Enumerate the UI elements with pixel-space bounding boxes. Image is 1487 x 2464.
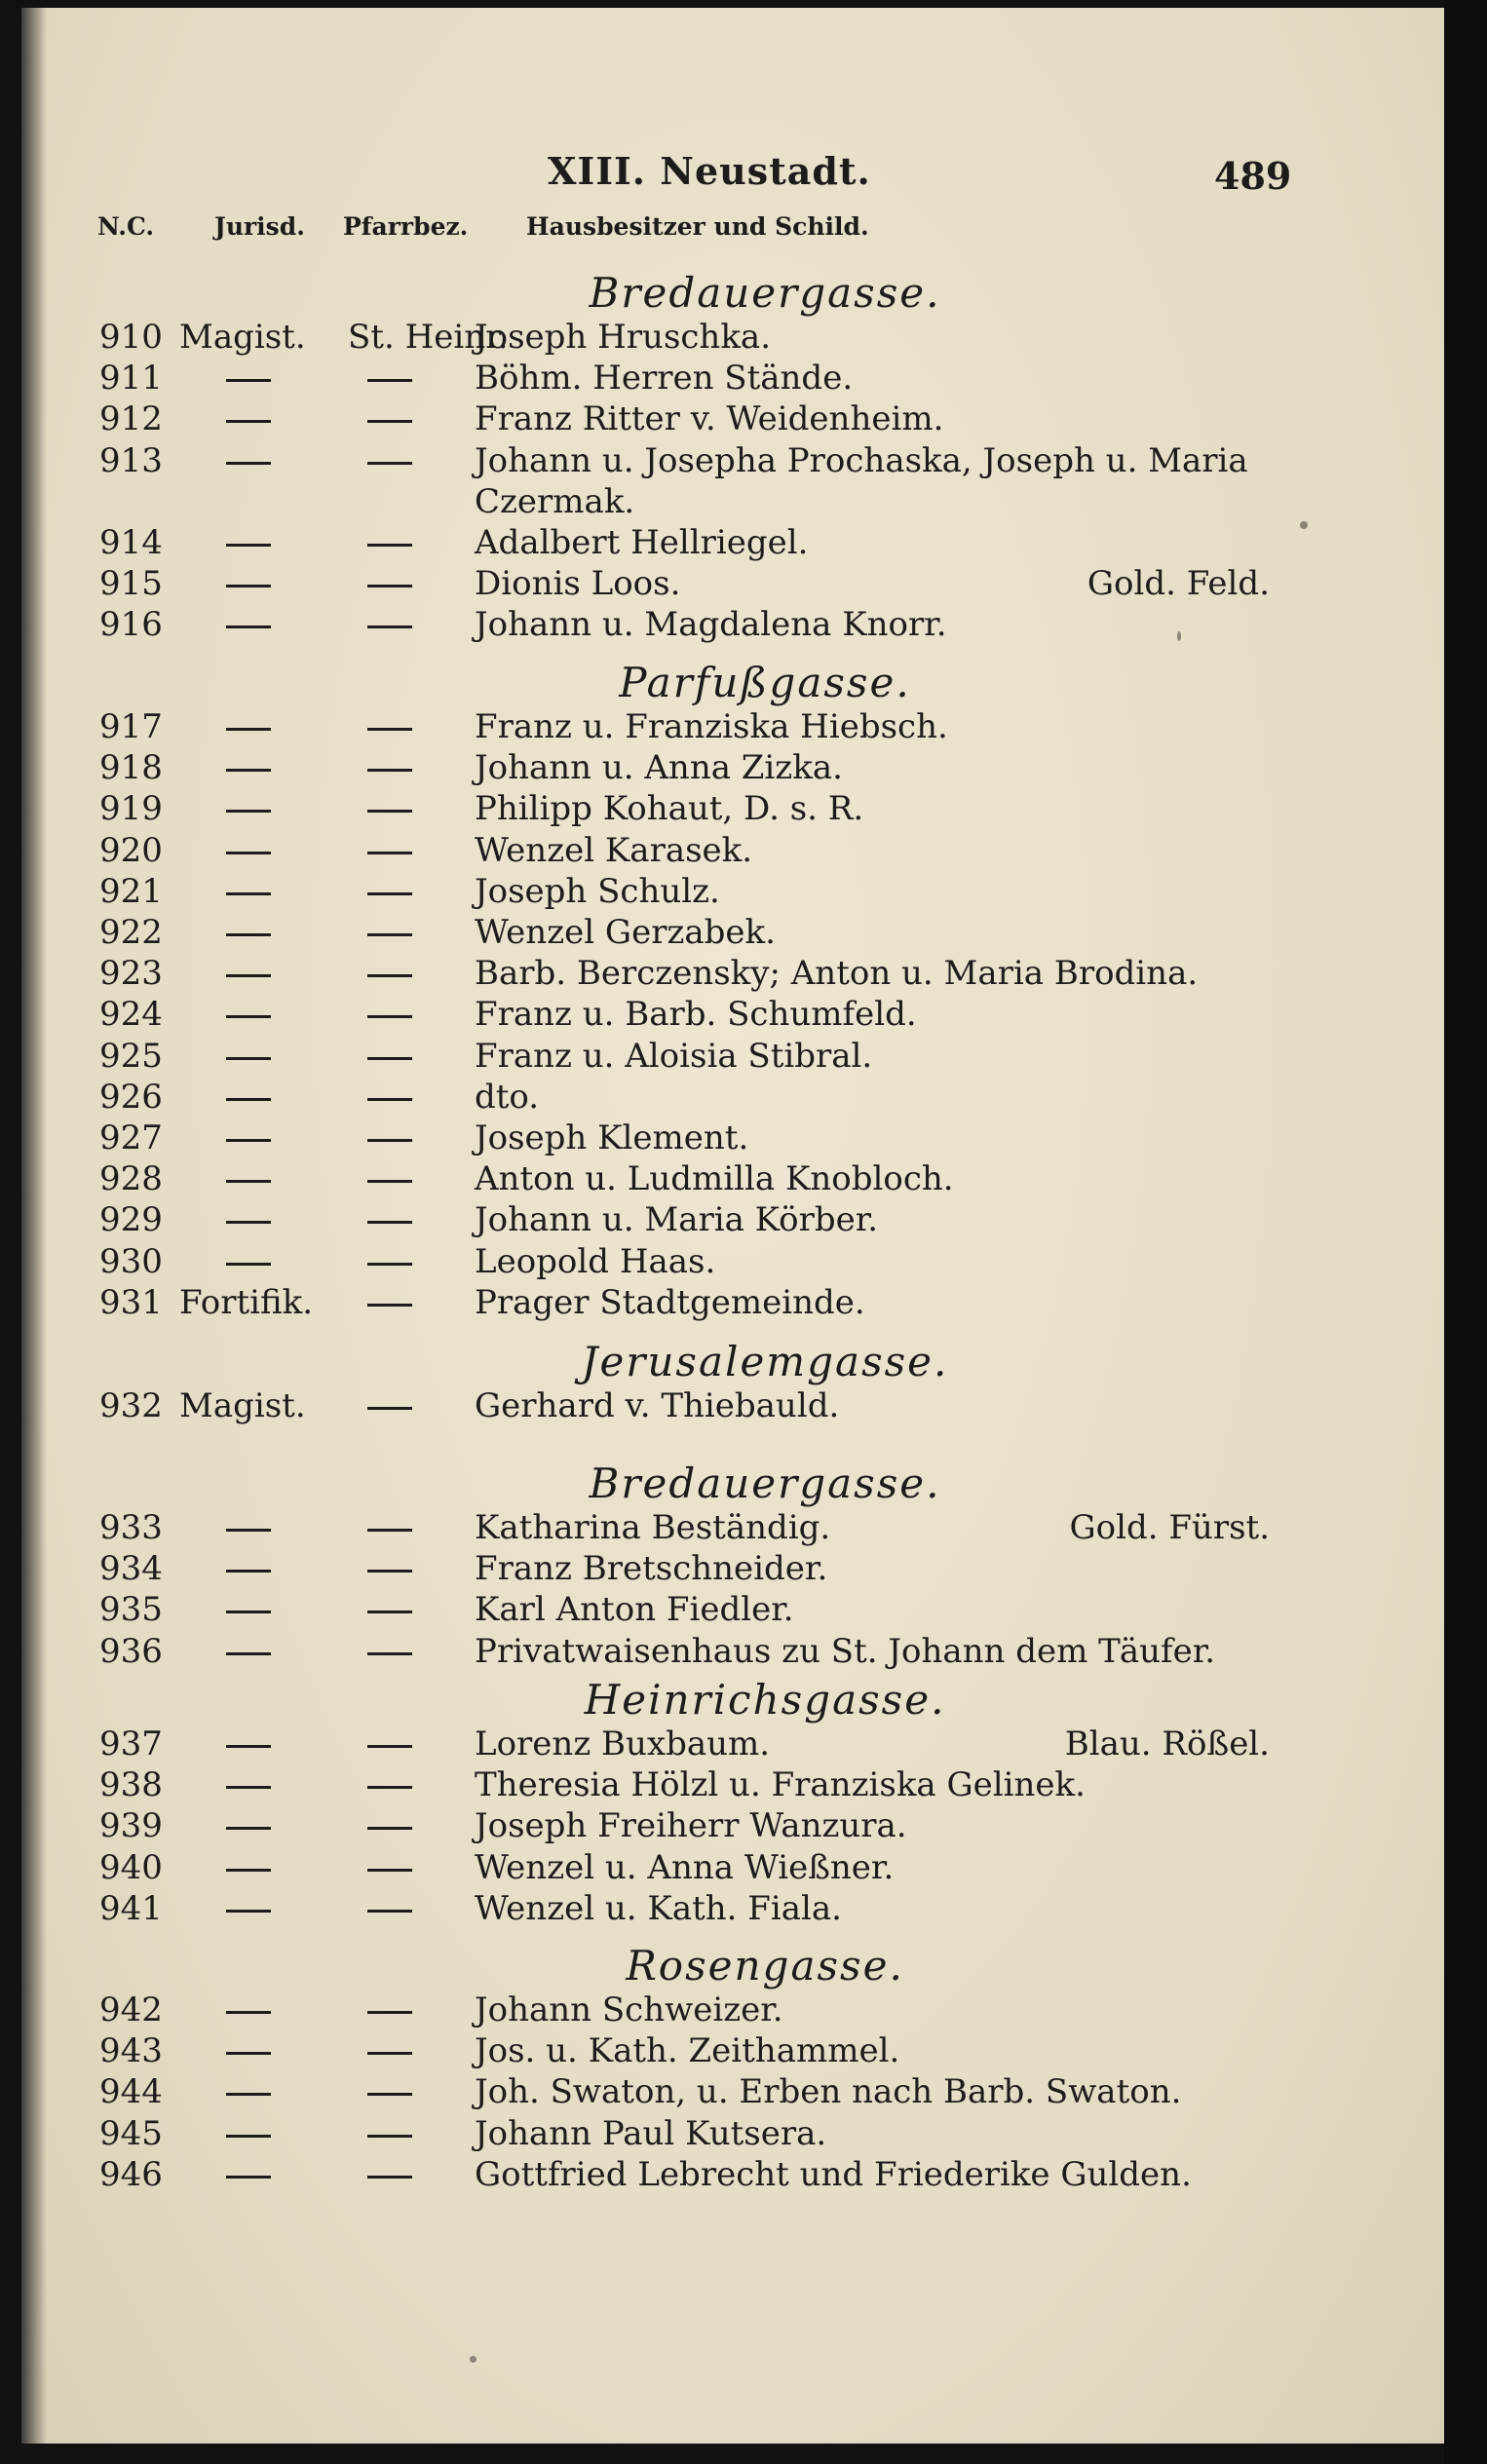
table-row (21, 831, 1487, 872)
house-number: 938 (99, 1765, 163, 1804)
house-number: 910 (99, 318, 163, 357)
ditto-dash (367, 544, 412, 547)
ditto-dash (367, 2135, 412, 2138)
jurisdiction-cell (179, 1242, 335, 1281)
ditto-dash (226, 2093, 271, 2096)
ditto-dash (367, 1015, 412, 1018)
column-header-number: N.C. (97, 212, 155, 241)
jurisdiction-cell: Magist. (179, 318, 306, 357)
ditto-dash (226, 379, 271, 382)
jurisdiction-cell (179, 1765, 335, 1804)
jurisdiction-cell (179, 831, 335, 870)
ditto-dash (367, 1827, 412, 1830)
house-number: 917 (99, 707, 163, 746)
ditto-dash (367, 585, 412, 588)
jurisdiction-cell (179, 1078, 335, 1117)
paper-speck (470, 2356, 477, 2363)
table-row (21, 995, 1487, 1036)
house-number: 922 (99, 913, 163, 952)
jurisdiction-cell (179, 1200, 335, 1239)
house-number: 943 (99, 2031, 163, 2070)
parish-cell (348, 913, 445, 952)
owner-name: Gottfried Lebrecht und Friederike Gulden. (475, 2155, 1192, 2194)
table-row (21, 2114, 1487, 2155)
jurisdiction-cell (179, 1037, 335, 1076)
parish-cell (348, 2114, 445, 2153)
ditto-dash (226, 1910, 271, 1913)
owner-name: Wenzel u. Kath. Fiala. (475, 1889, 842, 1928)
parish-cell (348, 954, 445, 993)
table-row (21, 399, 1487, 440)
table-row (21, 1386, 1487, 1427)
ditto-dash (367, 1304, 412, 1307)
ditto-dash (367, 1098, 412, 1101)
ditto-dash (367, 933, 412, 936)
ditto-dash (226, 852, 271, 854)
house-number: 920 (99, 831, 163, 870)
ditto-dash (367, 625, 412, 628)
ditto-dash (367, 892, 412, 895)
parish-cell (348, 995, 445, 1034)
jurisdiction-cell (179, 789, 335, 828)
table-row (21, 954, 1487, 995)
owner-name: dto. (475, 1078, 540, 1117)
house-number: 945 (99, 2114, 163, 2153)
parish-cell (348, 1508, 445, 1547)
ditto-dash (226, 1786, 271, 1789)
ditto-dash (226, 974, 271, 977)
table-row (21, 1508, 1487, 1549)
house-number: 946 (99, 2155, 163, 2194)
house-number: 932 (99, 1386, 163, 1425)
ditto-dash (226, 810, 271, 813)
street-heading: Rosengasse. (626, 1942, 904, 1990)
table-row (21, 872, 1487, 913)
parish-cell (348, 605, 445, 644)
jurisdiction-cell (179, 954, 335, 993)
owner-name: Katharina Beständig. (475, 1508, 831, 1547)
jurisdiction-cell (179, 359, 335, 398)
parish-cell (348, 359, 445, 398)
table-row (21, 2155, 1487, 2196)
owner-name: Böhm. Herren Stände. (475, 359, 854, 398)
ditto-dash (226, 1611, 271, 1613)
binding-gutter (21, 8, 47, 2444)
house-number: 926 (99, 1078, 163, 1117)
jurisdiction-cell (179, 399, 335, 438)
ditto-dash (226, 1263, 271, 1266)
jurisdiction-cell (179, 564, 335, 603)
column-header-jurisdiction: Jurisd. (214, 212, 305, 241)
owner-name: Czermak. (475, 482, 635, 521)
owner-name: Jos. u. Kath. Zeithammel. (475, 2031, 900, 2070)
jurisdiction-cell (179, 748, 335, 787)
street-heading: Jerusalemgasse. (581, 1338, 949, 1385)
ditto-dash (367, 1570, 412, 1573)
owner-name: Franz u. Barb. Schumfeld. (475, 995, 917, 1034)
owner-name: Gerhard v. Thiebauld. (475, 1386, 840, 1425)
parish-cell (348, 1806, 445, 1845)
owner-name: Philipp Kohaut, D. s. R. (475, 789, 864, 828)
page-edge (1444, 0, 1487, 2464)
table-row (21, 2031, 1487, 2072)
parish-cell (348, 1159, 445, 1198)
parish-cell (348, 872, 445, 911)
owner-name: Joh. Swaton, u. Erben nach Barb. Swaton. (475, 2072, 1182, 2111)
owner-name: Joseph Klement. (475, 1118, 749, 1157)
house-number: 929 (99, 1200, 163, 1239)
house-number: 925 (99, 1037, 163, 1076)
page-title: XIII. Neustadt. (548, 149, 871, 193)
parish-cell (348, 1765, 445, 1804)
parish-cell (348, 1037, 445, 1076)
table-row (21, 1037, 1487, 1078)
parish-cell (348, 441, 445, 480)
owner-name: Privatwaisenhaus zu St. Johann dem Täufer. (475, 1632, 1216, 1671)
table-row (21, 1118, 1487, 1159)
house-number: 936 (99, 1632, 163, 1671)
table-row (21, 1242, 1487, 1283)
column-header-parish: Pfarrbez. (343, 212, 469, 241)
parish-cell (348, 1590, 445, 1629)
ditto-dash (226, 2052, 271, 2055)
jurisdiction-cell (179, 441, 335, 480)
owner-name: Joseph Hruschka. (475, 318, 772, 357)
ditto-dash (226, 1015, 271, 1018)
jurisdiction-cell: Fortifik. (179, 1283, 314, 1322)
parish-cell (348, 831, 445, 870)
parish-cell (348, 1242, 445, 1281)
parish-cell (348, 523, 445, 562)
ditto-dash (226, 1652, 271, 1655)
parish-cell (348, 1386, 445, 1425)
jurisdiction-cell (179, 605, 335, 644)
ditto-dash (226, 420, 271, 423)
table-row (21, 1549, 1487, 1590)
owner-name: Franz Ritter v. Weidenheim. (475, 399, 944, 438)
parish-cell (348, 1283, 445, 1322)
ditto-dash (367, 810, 412, 813)
table-row (21, 1159, 1487, 1200)
owner-name: Lorenz Buxbaum. (475, 1725, 771, 1763)
ditto-dash (367, 2011, 412, 2014)
house-number: 913 (99, 441, 163, 480)
jurisdiction-cell (179, 1549, 335, 1588)
ditto-dash (367, 1180, 412, 1183)
jurisdiction-cell (179, 1725, 335, 1763)
house-number: 930 (99, 1242, 163, 1281)
house-number: 916 (99, 605, 163, 644)
house-number: 935 (99, 1590, 163, 1629)
house-number: 939 (99, 1806, 163, 1845)
house-number: 921 (99, 872, 163, 911)
jurisdiction-cell (179, 1590, 335, 1629)
ditto-dash (367, 1529, 412, 1532)
house-number: 928 (99, 1159, 163, 1198)
table-row (21, 1806, 1487, 1847)
parish-cell (348, 1078, 445, 1117)
jurisdiction-cell (179, 1848, 335, 1887)
owner-name: Johann u. Magdalena Knorr. (475, 605, 947, 644)
ditto-dash (226, 462, 271, 465)
jurisdiction-cell (179, 1159, 335, 1198)
house-sign: Gold. Fürst. (1069, 1508, 1270, 1547)
parish-cell (348, 1848, 445, 1887)
jurisdiction-cell (179, 1508, 335, 1547)
table-row (21, 1632, 1487, 1673)
owner-name: Wenzel Gerzabek. (475, 913, 776, 952)
ditto-dash (226, 1057, 271, 1060)
ditto-dash (367, 974, 412, 977)
ditto-dash (226, 1529, 271, 1532)
parish-cell: St. Heinr. (348, 318, 509, 357)
owner-name: Leopold Haas. (475, 1242, 716, 1281)
parish-cell (348, 399, 445, 438)
house-number: 937 (99, 1725, 163, 1763)
ditto-dash (367, 1745, 412, 1748)
parish-cell (348, 1118, 445, 1157)
ditto-dash (226, 1570, 271, 1573)
owner-name: Franz u. Franziska Hiebsch. (475, 707, 948, 746)
ditto-dash (226, 1827, 271, 1830)
owner-name: Johann u. Anna Zizka. (475, 748, 843, 787)
ditto-dash (226, 1139, 271, 1142)
owner-name: Theresia Hölzl u. Franziska Gelinek. (475, 1765, 1086, 1804)
house-number: 942 (99, 1990, 163, 2029)
parish-cell (348, 2072, 445, 2111)
parish-cell (348, 707, 445, 746)
ditto-dash (367, 2176, 412, 2179)
ditto-dash (367, 1263, 412, 1266)
column-headers (21, 212, 1444, 247)
house-number: 919 (99, 789, 163, 828)
parish-cell (348, 1990, 445, 2029)
book-page (21, 8, 1444, 2444)
owner-name: Franz u. Aloisia Stibral. (475, 1037, 873, 1076)
table-row (21, 1725, 1487, 1765)
house-number: 912 (99, 399, 163, 438)
jurisdiction-cell (179, 2072, 335, 2111)
ditto-dash (367, 1221, 412, 1224)
table-row (21, 1590, 1487, 1631)
table-row (21, 1283, 1487, 1324)
house-number: 934 (99, 1549, 163, 1588)
owner-name: Joseph Freiherr Wanzura. (475, 1806, 907, 1845)
ditto-dash (367, 1611, 412, 1613)
owner-name: Barb. Berczensky; Anton u. Maria Brodina. (475, 954, 1199, 993)
house-number: 915 (99, 564, 163, 603)
house-number: 918 (99, 748, 163, 787)
owner-name: Franz Bretschneider. (475, 1549, 828, 1588)
table-row (21, 441, 1487, 482)
ditto-dash (226, 1745, 271, 1748)
ditto-dash (367, 1869, 412, 1872)
ditto-dash (367, 420, 412, 423)
table-row (21, 605, 1487, 646)
jurisdiction-cell (179, 1889, 335, 1928)
house-number: 923 (99, 954, 163, 993)
owner-name: Dionis Loos. (475, 564, 681, 603)
ditto-dash (367, 728, 412, 731)
ditto-dash (226, 933, 271, 936)
jurisdiction-cell: Magist. (179, 1386, 306, 1425)
ditto-dash (367, 2093, 412, 2096)
parish-cell (348, 2155, 445, 2194)
house-number: 914 (99, 523, 163, 562)
parish-cell (348, 2031, 445, 2070)
ditto-dash (226, 2135, 271, 2138)
ditto-dash (226, 1098, 271, 1101)
jurisdiction-cell (179, 1806, 335, 1845)
house-number: 924 (99, 995, 163, 1034)
owner-name: Adalbert Hellriegel. (475, 523, 809, 562)
ditto-dash (226, 585, 271, 588)
street-heading: Bredauergasse. (589, 269, 941, 317)
ditto-dash (226, 625, 271, 628)
owner-name: Karl Anton Fiedler. (475, 1590, 794, 1629)
owner-name: Wenzel u. Anna Wießner. (475, 1848, 895, 1887)
house-number: 931 (99, 1283, 163, 1322)
table-row (21, 1848, 1487, 1889)
paper-speck (1177, 631, 1181, 641)
ditto-dash (367, 462, 412, 465)
ditto-dash (367, 2052, 412, 2055)
house-number: 927 (99, 1118, 163, 1157)
house-number: 944 (99, 2072, 163, 2111)
house-number: 940 (99, 1848, 163, 1887)
ditto-dash (367, 1652, 412, 1655)
ditto-dash (226, 1221, 271, 1224)
ditto-dash (226, 2176, 271, 2179)
ditto-dash (367, 1139, 412, 1142)
house-number: 911 (99, 359, 163, 398)
owner-name: Anton u. Ludmilla Knobloch. (475, 1159, 954, 1198)
jurisdiction-cell (179, 2031, 335, 2070)
table-row (21, 1765, 1487, 1806)
parish-cell (348, 1632, 445, 1671)
jurisdiction-cell (179, 707, 335, 746)
parish-cell (348, 1725, 445, 1763)
jurisdiction-cell (179, 1118, 335, 1157)
ditto-dash (226, 1180, 271, 1183)
ditto-dash (226, 769, 271, 772)
ditto-dash (367, 1910, 412, 1913)
table-row (21, 1200, 1487, 1241)
owner-name: Johann Schweizer. (475, 1990, 783, 2029)
owner-name: Johann u. Josepha Prochaska, Joseph u. Maria (475, 441, 1248, 480)
parish-cell (348, 789, 445, 828)
jurisdiction-cell (179, 2155, 335, 2194)
owner-name: Johann u. Maria Körber. (475, 1200, 879, 1239)
jurisdiction-cell (179, 1990, 335, 2029)
jurisdiction-cell (179, 1632, 335, 1671)
ditto-dash (226, 728, 271, 731)
table-row (21, 1990, 1487, 2031)
house-number: 933 (99, 1508, 163, 1547)
house-sign: Gold. Feld. (1087, 564, 1270, 603)
table-row (21, 2072, 1487, 2113)
street-heading: Bredauergasse. (589, 1459, 941, 1507)
house-number: 941 (99, 1889, 163, 1928)
parish-cell (348, 748, 445, 787)
paper-speck (1300, 521, 1308, 529)
house-sign: Blau. Rößel. (1064, 1725, 1270, 1763)
jurisdiction-cell (179, 995, 335, 1034)
table-row (21, 748, 1487, 789)
jurisdiction-cell (179, 2114, 335, 2153)
ditto-dash (226, 544, 271, 547)
owner-name: Johann Paul Kutsera. (475, 2114, 827, 2153)
parish-cell (348, 1889, 445, 1928)
jurisdiction-cell (179, 523, 335, 562)
column-header-owner: Hausbesitzer und Schild. (526, 212, 869, 241)
page-number: 489 (1214, 154, 1292, 198)
owner-name: Joseph Schulz. (475, 872, 720, 911)
owner-name: Wenzel Karasek. (475, 831, 753, 870)
owner-name: Prager Stadtgemeinde. (475, 1283, 865, 1322)
ditto-dash (226, 1869, 271, 1872)
ditto-dash (226, 892, 271, 895)
jurisdiction-cell (179, 872, 335, 911)
table-row (21, 318, 1487, 359)
table-row (21, 707, 1487, 748)
ditto-dash (226, 2011, 271, 2014)
jurisdiction-cell (179, 913, 335, 952)
street-heading: Heinrichsgasse. (584, 1676, 946, 1724)
ditto-dash (367, 852, 412, 854)
ditto-dash (367, 769, 412, 772)
table-row (21, 789, 1487, 830)
table-row (21, 359, 1487, 399)
table-row (21, 564, 1487, 605)
ditto-dash (367, 1786, 412, 1789)
table-row (21, 523, 1487, 564)
street-heading: Parfußgasse. (619, 659, 911, 706)
table-row (21, 913, 1487, 954)
table-row (21, 1889, 1487, 1930)
parish-cell (348, 1549, 445, 1588)
ditto-dash (367, 1407, 412, 1410)
table-row (21, 1078, 1487, 1118)
parish-cell (348, 1200, 445, 1239)
ditto-dash (367, 1057, 412, 1060)
ditto-dash (367, 379, 412, 382)
table-row (21, 482, 1487, 523)
parish-cell (348, 564, 445, 603)
